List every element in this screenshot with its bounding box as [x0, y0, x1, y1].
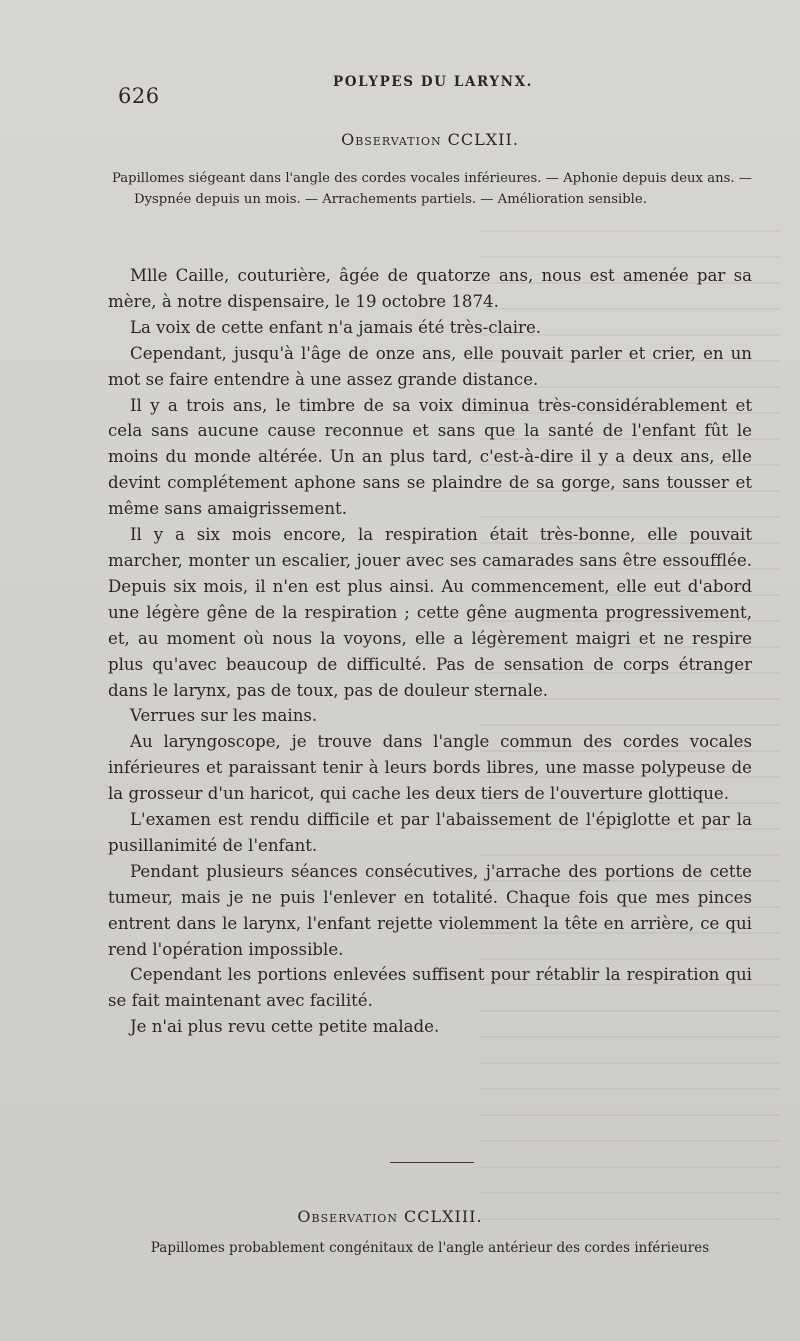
paragraph: Il y a six mois encore, la respiration était très-bonne, elle pouvait marcher, monter un escalier, jouer avec ses camarades sans être essoufflée. Depuis six mois, il n'en est plus ainsi. Au commencement, elle eut d'abord une légère gêne de la respiration ; cette gêne augmenta progressivement, et, au moment où nous la voyons, elle a légèrement maigri et ne respire plus qu'avec beaucoup de difficulté. Pas de sensation de corps étranger dans le larynx, pas de toux, pas de douleur sternale.: [108, 525, 752, 700]
observation-body: [108, 263, 752, 1040]
observation-heading: Observation CCLXIII.: [297, 1207, 483, 1226]
page-header: [118, 72, 758, 112]
paragraph: Mlle Caille, couturière, âgée de quatorze ans, nous est amenée par sa mère, à notre dispensaire, le 19 octobre 1874.: [108, 266, 752, 311]
paragraph: Cependant les portions enlevées suffisent pour rétablir la respiration qui se fait maintenant avec facilité.: [108, 965, 752, 1011]
paragraph: Je n'ai plus revu cette petite malade.: [130, 1017, 440, 1037]
observation-summary: Papillomes siégeant dans l'angle des cordes vocales inférieures. — Aphonie depuis deux ans. — Dyspnée depuis un mois. — Arrachements partiels. — Amélioration sensible.: [112, 171, 752, 207]
running-title: POLYPES DU LARYNX.: [333, 74, 533, 90]
paragraph: Cependant, jusqu'à l'âge de onze ans, elle pouvait parler et crier, en un mot se faire entendre à une assez grande distance.: [108, 343, 752, 389]
paragraph: La voix de cette enfant n'a jamais été très-claire.: [130, 317, 542, 337]
paragraph: Il y a trois ans, le timbre de sa voix diminua très-considérablement et cela sans aucune cause reconnue et sans que la santé de l'enfant fût le moins du monde altérée. Un an plus tard, c'est-à-dire il y a deux ans, elle devint complétement aphone sans se plaindre de sa gorge, sans tousser et même sans amaigrissement.: [108, 395, 752, 519]
observation-summary: Papillomes probablement congénitaux de l'angle antérieur des cordes inférieures: [150, 1240, 710, 1256]
paragraph: L'examen est rendu difficile et par l'abaissement de l'épiglotte et par la pusillanimité de l'enfant.: [108, 810, 752, 855]
paragraph: Au laryngoscope, je trouve dans l'angle commun des cordes vocales inférieures et paraissant tenir à leurs bords libres, une masse polypeuse de la grosseur d'un haricot, qui cache les deux tiers de l'ouverture glottique.: [108, 732, 752, 804]
section-divider: [390, 1162, 474, 1163]
paragraph: Verrues sur les mains.: [130, 706, 318, 726]
paragraph: Pendant plusieurs séances consécutives, j'arrache des portions de cette tumeur, mais je ne puis l'enlever en totalité. Chaque fois que mes pinces entrent dans le larynx, l'enfant rejette violemment la tête en arrière, ce qui rend l'opération impossible.: [108, 861, 752, 959]
page-number: 626: [118, 84, 160, 108]
observation-heading: Observation CCLXII.: [341, 130, 519, 149]
